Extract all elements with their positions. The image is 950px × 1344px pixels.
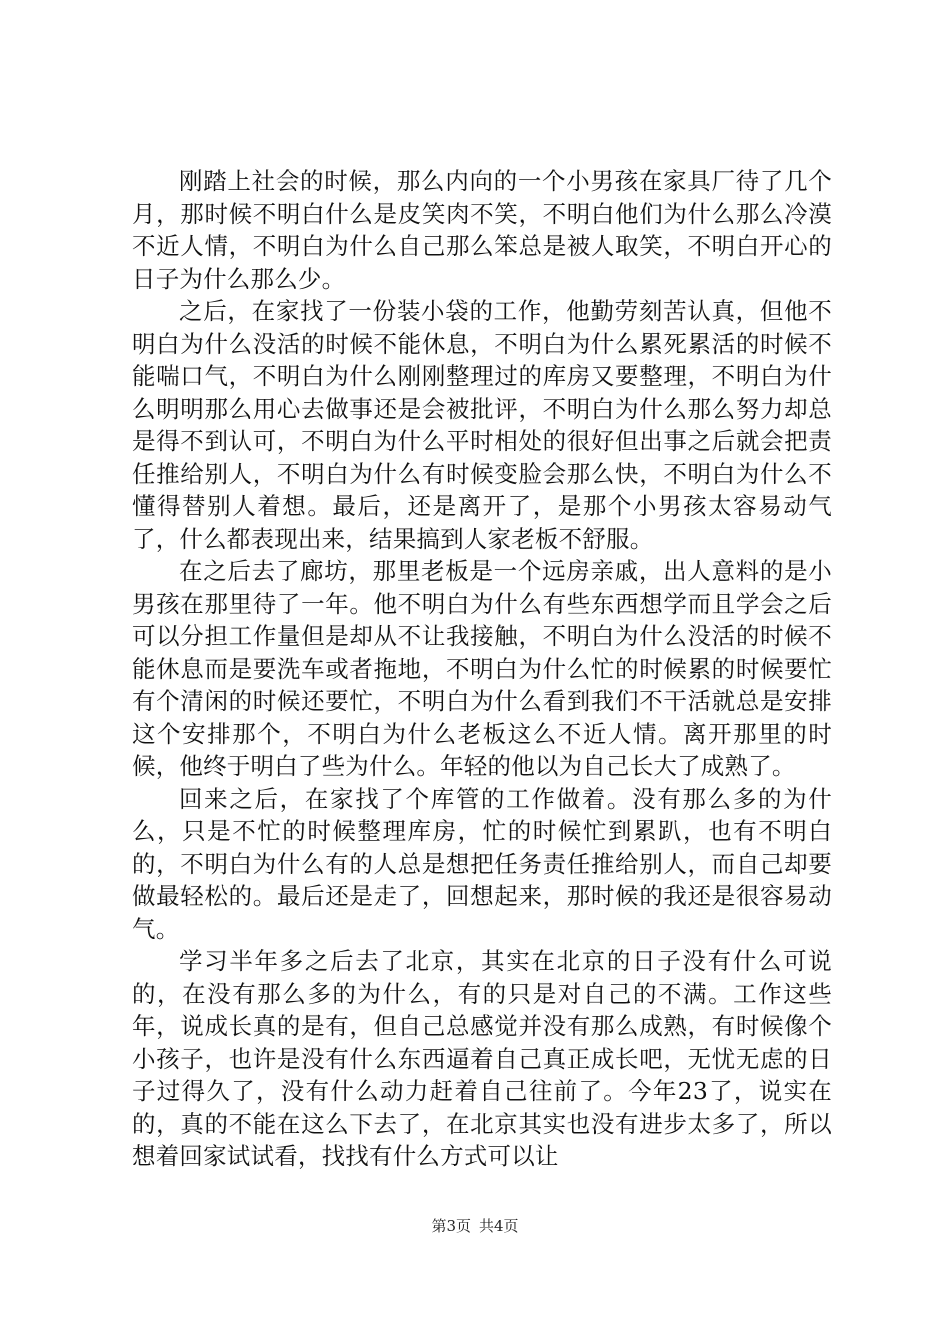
paragraph: 回来之后，在家找了个库管的工作做着。没有那么多的为什么，只是不忙的时候整理库房，忙的时候忙到累趴，也有不明白的，不明白为什么有的人总是想把任务责任推给别人，而自己却要做最轻松的。最后还是走了，回想起来，那时候的我还是很容易动气。 <box>132 784 832 943</box>
paragraph: 在之后去了廊坊，那里老板是一个远房亲戚，出人意料的是小男孩在那里待了一年。他不明白为什么有些东西想学而且学会之后可以分担工作量但是却从不让我接触，不明白为什么没活的时候不能休息而是要洗车或者拖地，不明白为什么忙的时候累的时候要忙有个清闲的时候还要忙，不明白为什么看到我们不干活就总是安排这个安排那个，不明白为什么老板这么不近人情。离开那里的时候，他终于明白了些为什么。年轻的他以为自己长大了成熟了。 <box>132 557 832 780</box>
paragraph: 刚踏上社会的时候，那么内向的一个小男孩在家具厂待了几个月，那时候不明白什么是皮笑肉不笑，不明白他们为什么那么冷漠不近人情，不明白为什么自己那么笨总是被人取笑，不明白开心的日子为什么那么少。 <box>132 167 832 293</box>
page-total: 共4页 <box>479 1217 519 1235</box>
paragraph: 之后，在家找了一份装小袋的工作，他勤劳刻苦认真，但他不明白为什么没活的时候不能休息，不明白为什么累死累活的时候不能喘口气，不明白为什么刚刚整理过的库房又要整理，不明白为什么明明那么用心去做事还是会被批评，不明白为什么那么努力却总是得不到认可，不明白为什么平时相处的很好但出事之后就会把责任推给别人，不明白为什么有时候变脸会那么快，不明白为什么不懂得替别人着想。最后，还是离开了，是那个小男孩太容易动气了，什么都表现出来，结果搞到人家老板不舒服。 <box>132 297 832 553</box>
page-footer <box>0 1216 950 1236</box>
paragraph: 学习半年多之后去了北京，其实在北京的日子没有什么可说的，在没有那么多的为什么，有的只是对自己的不满。工作这些年，说成长真的是有，但自己总感觉并没有那么成熟，有时候像个小孩子，也许是没有什么东西逼着自己真正成长吧，无忧无虑的日子过得久了，没有什么动力赶着自己往前了。今年23了，说实在的，真的不能在这么下去了，在北京其实也没有进步太多了，所以想着回家试试看，找找有什么方式可以让 <box>132 947 832 1170</box>
page-number: 第3页 <box>431 1217 471 1235</box>
body-text <box>132 165 832 1173</box>
